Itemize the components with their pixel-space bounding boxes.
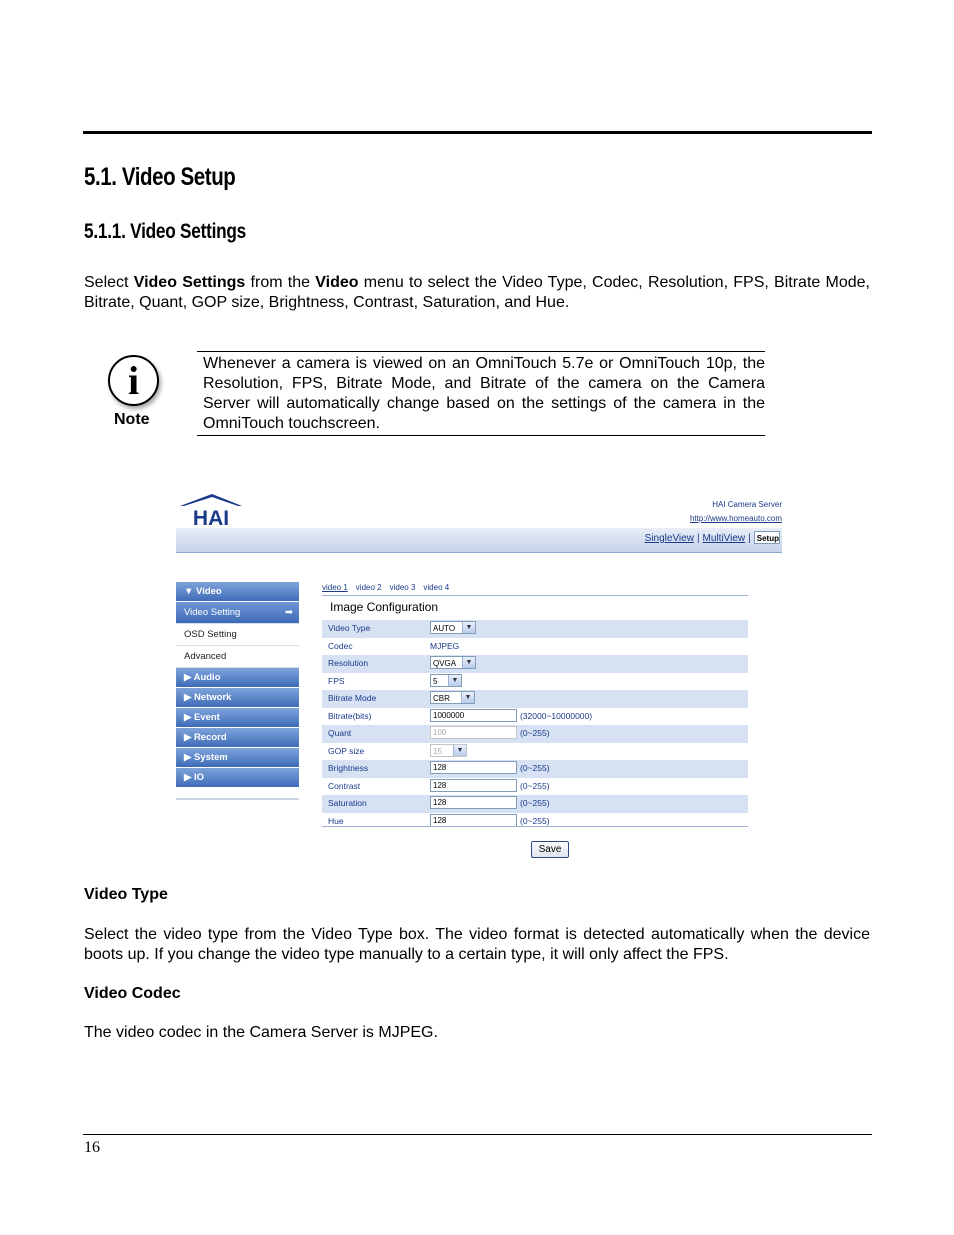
video-type-value: AUTO: [433, 624, 456, 633]
bitrate-input[interactable]: 1000000: [430, 709, 517, 722]
bitrate-mode-select[interactable]: [430, 691, 475, 704]
gop-size-value: 15: [433, 746, 442, 756]
sidebar-header-system[interactable]: ▶ System: [176, 748, 299, 768]
sidebar-header-network[interactable]: ▶ Network: [176, 688, 299, 708]
tab-video-2[interactable]: video 2: [355, 583, 382, 592]
resolution-label: Resolution: [328, 658, 369, 668]
nav-singleview-link[interactable]: SingleView: [644, 533, 694, 544]
hue-input[interactable]: 128: [430, 814, 517, 827]
sidebar-item-advanced[interactable]: Advanced: [176, 646, 299, 668]
bitrate-mode-value: CBR: [433, 694, 450, 703]
image-configuration-title: Image Configuration: [330, 600, 439, 614]
nav-multiview-link[interactable]: MultiView: [702, 533, 746, 544]
table-bottom-rule: [322, 826, 748, 827]
sidebar-item-video-setting[interactable]: [176, 602, 299, 624]
top-nav-links: SingleView | MultiView | Setup: [644, 533, 779, 544]
info-icon: [108, 355, 159, 406]
fps-value: 5: [433, 676, 438, 686]
hue-range: (0~255): [520, 815, 550, 826]
top-rule: [83, 131, 872, 134]
bitrate-label: Bitrate(bits): [328, 710, 372, 721]
table-row: [322, 655, 748, 673]
sidebar-header-io[interactable]: ▶ IO: [176, 768, 299, 788]
saturation-input[interactable]: 128: [430, 796, 517, 809]
table-row: [322, 760, 748, 778]
chevron-down-icon: ▼: [448, 675, 461, 686]
table-row: [322, 743, 748, 761]
server-url-link[interactable]: http://www.homeauto.com: [689, 514, 782, 523]
save-button[interactable]: Save: [531, 841, 569, 858]
video-type-select[interactable]: [430, 621, 476, 634]
camera-server-screenshot: [176, 490, 786, 862]
codec-label: Codec: [328, 640, 353, 651]
tab-video-4[interactable]: video 4: [423, 583, 450, 592]
resolution-select[interactable]: [430, 656, 476, 669]
intro-paragraph: [84, 273, 870, 313]
contrast-input[interactable]: 128: [430, 779, 517, 792]
chevron-down-icon: ▼: [462, 657, 475, 668]
video-tabs: [322, 583, 457, 592]
chevron-down-icon: ▼: [453, 745, 466, 756]
saturation-label: Saturation: [328, 798, 367, 808]
chevron-down-icon: ▼: [461, 692, 474, 703]
sidebar-item-osd-setting[interactable]: OSD Setting: [176, 624, 299, 646]
brightness-label: Brightness: [328, 763, 369, 773]
intro-bold-video-settings: Video Settings: [133, 274, 246, 291]
video-type-label: Video Type: [328, 623, 371, 633]
gop-size-label: GOP size: [328, 745, 365, 756]
tab-divider: [322, 595, 748, 596]
brightness-input[interactable]: 128: [430, 761, 517, 774]
codec-value: MJPEG: [430, 640, 460, 651]
nav-setup-link[interactable]: Setup: [754, 531, 780, 544]
intro-text: from the: [245, 274, 316, 291]
intro-bold-video: Video: [315, 274, 359, 291]
page-number: 16: [84, 1139, 100, 1156]
server-info: [690, 498, 782, 526]
intro-text: menu to select the Video Type, Codec, Resolution, FPS, Bitrate Mode, Bitrate, Quant, GOP size, Brightness, Contrast, Saturation, and Hue.: [84, 274, 870, 311]
bitrate-mode-label: Bitrate Mode: [328, 693, 377, 703]
hue-label: Hue: [328, 815, 344, 826]
fps-label: FPS: [328, 675, 345, 686]
table-row: [322, 778, 748, 796]
gop-size-select: [430, 744, 467, 757]
table-row: [322, 673, 748, 691]
setup-sidebar: [176, 582, 299, 800]
table-row: [322, 638, 748, 656]
sidebar-header-event[interactable]: ▶ Event: [176, 708, 299, 728]
video-settings-table: [322, 620, 748, 830]
hai-logo-text: HAI: [192, 507, 230, 528]
server-name: HAI Camera Server: [712, 500, 782, 509]
sidebar-item-label: Video Setting: [184, 607, 241, 618]
contrast-label: Contrast: [328, 780, 361, 791]
quant-label: Quant: [328, 728, 352, 738]
brightness-range: (0~255): [520, 763, 550, 773]
note-box: [197, 351, 765, 436]
heading-video-type: Video Type: [84, 886, 168, 903]
sidebar-header-record[interactable]: ▶ Record: [176, 728, 299, 748]
tab-video-3[interactable]: video 3: [389, 583, 416, 592]
table-row: [322, 620, 748, 638]
contrast-range: (0~255): [520, 780, 550, 791]
heading-video-setup: 5.1. Video Setup: [84, 163, 236, 191]
saturation-range: (0~255): [520, 798, 550, 808]
intro-text: Select: [84, 274, 134, 291]
hai-logo: [178, 492, 244, 528]
fps-select[interactable]: [430, 674, 462, 687]
table-row: [322, 813, 748, 831]
quant-input: 100: [430, 726, 517, 739]
heading-video-settings: 5.1.1. Video Settings: [84, 220, 247, 243]
table-row: [322, 708, 748, 726]
video-type-paragraph: Select the video type from the Video Type box. The video format is detected automatically when the device boots up. If you change the video type manually to a certain type, it will only affect the FPS.: [84, 926, 870, 963]
sidebar-header-video[interactable]: ▼ Video: [176, 582, 299, 602]
resolution-value: QVGA: [433, 659, 457, 668]
note-text: Whenever a camera is viewed on an OmniTouch 5.7e or OmniTouch 10p, the Resolution, FPS, Bitrate Mode, and Bitrate of the camera on the Camera Server will automatically change based on the settings of the camera in the OmniTouch touchscreen.: [203, 355, 765, 432]
info-icon-glyph: i: [127, 358, 140, 403]
footer-rule: [83, 1134, 872, 1135]
video-codec-paragraph: The video codec in the Camera Server is MJPEG.: [84, 1024, 438, 1041]
note-label: Note: [114, 411, 150, 428]
arrow-right-icon: ➡: [285, 607, 293, 618]
table-row: [322, 795, 748, 813]
chevron-down-icon: ▼: [462, 622, 475, 633]
sidebar-header-audio[interactable]: ▶ Audio: [176, 668, 299, 688]
table-row: [322, 725, 748, 743]
tab-video-1[interactable]: video 1: [322, 583, 348, 592]
quant-range: (0~255): [520, 728, 550, 738]
sidebar-footer: [176, 788, 299, 800]
bitrate-range: (32000~10000000): [520, 710, 593, 721]
heading-video-codec: Video Codec: [84, 985, 181, 1002]
table-row: [322, 690, 748, 708]
